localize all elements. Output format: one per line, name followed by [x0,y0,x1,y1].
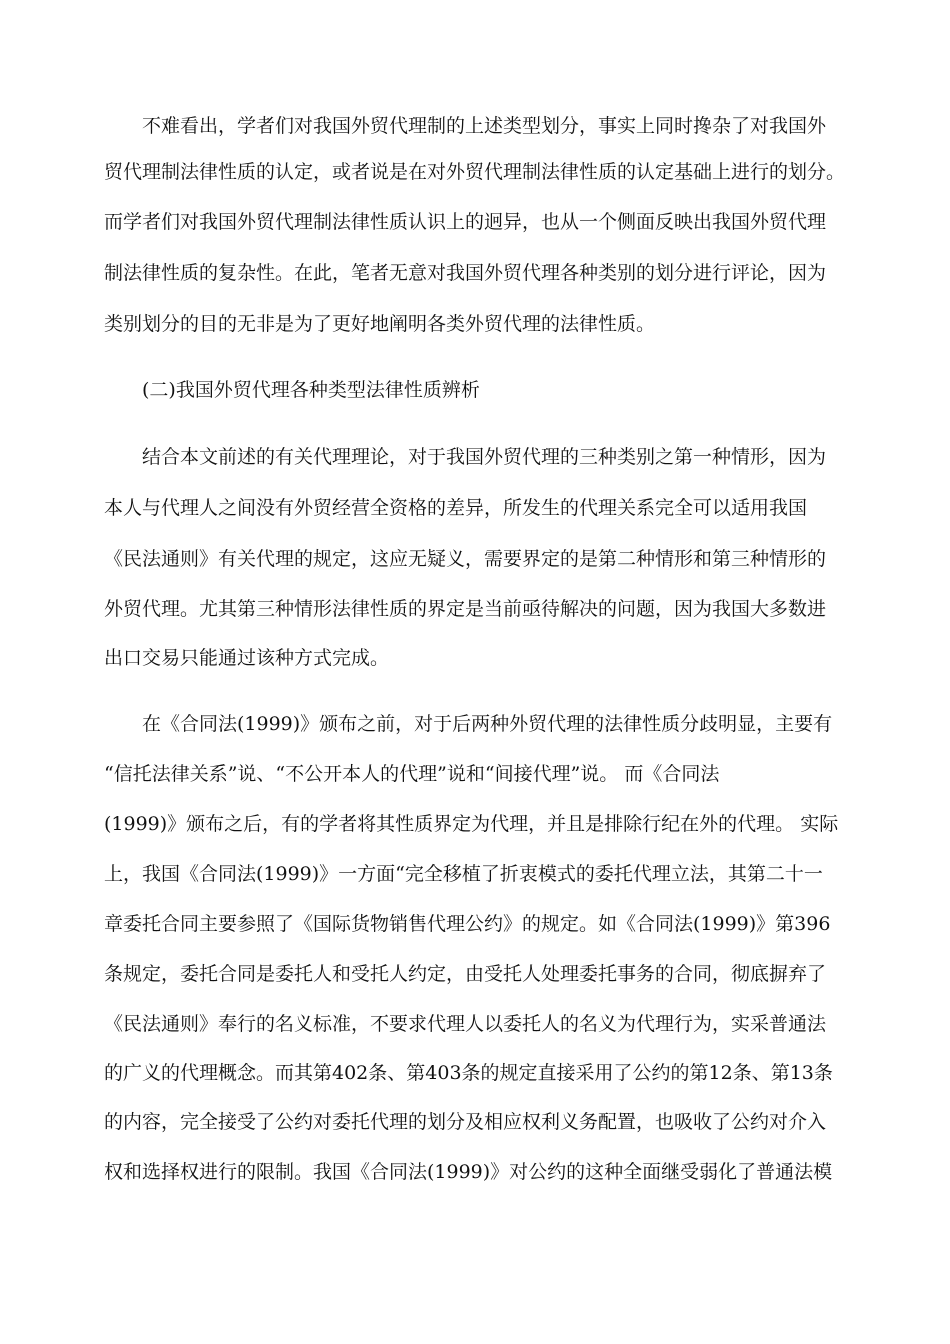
text-line: 上，我国《合同法(1999)》一方面“完全移植了折衷模式的委托代理立法，其第二十一 [104,863,823,885]
text-line: 制法律性质的复杂性。在此，笔者无意对我国外贸代理各种类别的划分进行评论，因为 [104,262,827,284]
text-line: 《民法通则》奉行的名义标准，不要求代理人以委托人的名义为代理行为，实采普通法 [104,1013,827,1035]
text-line: 的内容，完全接受了公约对委托代理的划分及相应权利义务配置，也吸收了公约对介入 [104,1111,827,1133]
text-line: 的广义的代理概念。而其第402条、第403条的规定直接采用了公约的第12条、第13条 [104,1062,833,1084]
text-line: 外贸代理。尤其第三种情形法律性质的界定是当前亟待解决的问题，因为我国大多数进 [104,598,827,620]
text-line: 条规定，委托合同是委托人和受托人约定，由受托人处理委托事务的合同，彻底摒弃了 [104,963,827,985]
text-line: 类别划分的目的无非是为了更好地阐明各类外贸代理的法律性质。 [104,313,656,335]
text-line: 在《合同法(1999)》颁布之前，对于后两种外贸代理的法律性质分歧明显，主要有 [142,713,833,735]
text-line: 章委托合同主要参照了《国际货物销售代理公约》的规定。如《合同法(1999)》第396 [104,913,831,935]
text-line: “信托法律关系”说、“不公开本人的代理”说和“间接代理”说。 而《合同法 [104,763,720,785]
section-heading: (二)我国外贸代理各种类型法律性质辨析 [142,379,480,401]
text-line: 而学者们对我国外贸代理制法律性质认识上的迥异，也从一个侧面反映出我国外贸代理 [104,211,827,233]
text-line: 结合本文前述的有关代理理论，对于我国外贸代理的三种类别之第一种情形，因为 [142,446,827,468]
text-line: 贸代理制法律性质的认定，或者说是在对外贸代理制法律性质的认定基础上进行的划分。 [104,161,846,183]
text-line: 出口交易只能通过该种方式完成。 [104,647,390,669]
text-line: 本人与代理人之间没有外贸经营全资格的差异，所发生的代理关系完全可以适用我国 [104,497,808,519]
text-line: 权和选择权进行的限制。我国《合同法(1999)》对公约的这种全面继受弱化了普通法模 [104,1161,833,1183]
text-line: (1999)》颁布之后，有的学者将其性质界定为代理，并且是排除行纪在外的代理。 实际 [104,813,839,835]
text-line: 《民法通则》有关代理的规定，这应无疑义，需要界定的是第二种情形和第三种情形的 [104,548,827,570]
text-line: 不难看出，学者们对我国外贸代理制的上述类型划分，事实上同时搀杂了对我国外 [142,115,827,137]
